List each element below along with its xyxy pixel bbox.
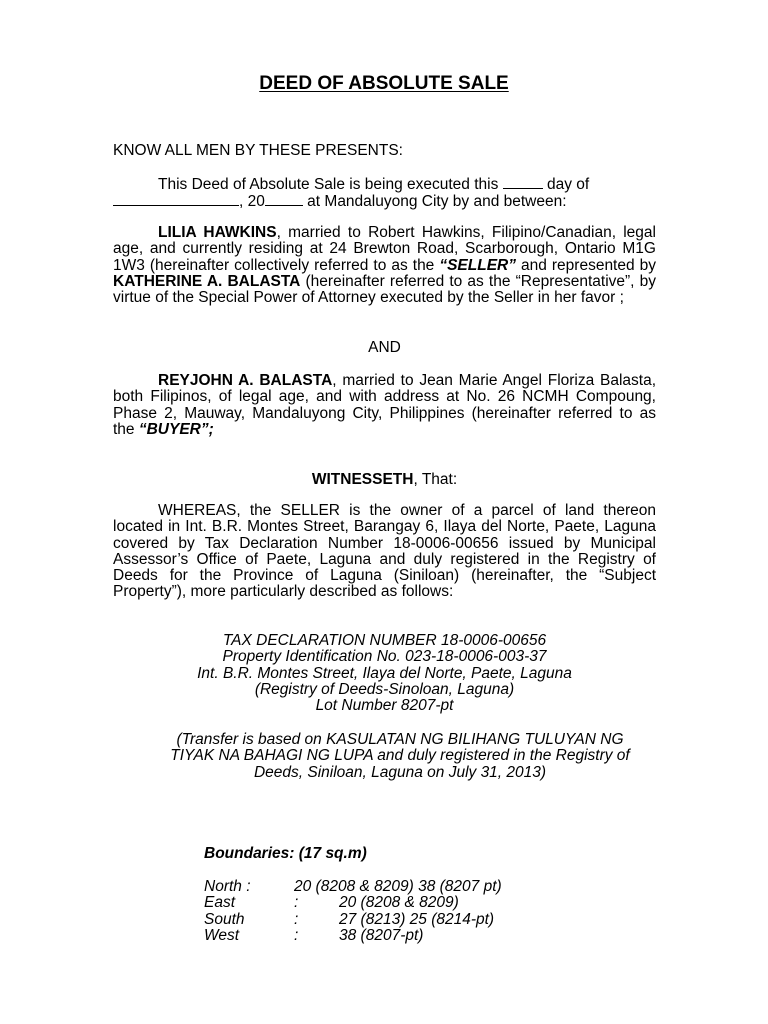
buyer-paragraph: REYJOHN A. BALASTA, married to Jean Marie Angel Floriza Balasta, both Filipinos, of legal age, and with address at No. 26 NCMH Compoung, Phase 2, Mauway, Mandaluyong City, Philippines (hereinafter referred to as the “BUYER”; (113, 372, 657, 438)
seller-role: “SELLER” (439, 256, 516, 274)
and-label: AND (368, 339, 401, 356)
seller-paragraph: LILIA HAWKINS, married to Robert Hawkins, Filipino/Canadian, legal age, and currently residing at 24 Brewton Road, Scarborough, Ontario M1G 1W3 (hereinafter collectively referred to as the “SELLER” and represented by KATHERINE A. BALASTA (hereinafter referred to as the “Representative”, by virtue of the Special Power of Attorney executed by the Seller in her favor ; (113, 224, 656, 307)
representative-name: KATHERINE A. BALASTA (113, 272, 301, 290)
property-id-line: Property Identification No. 023-18-0006-003-37 (222, 648, 547, 666)
buyer-name: REYJOHN A. BALASTA (158, 372, 333, 389)
buyer-role: “BUYER”; (138, 420, 214, 438)
whereas-paragraph: WHEREAS, the SELLER is the owner of a parcel of land thereon located in Int. B.R. Montes Street, Barangay 6, Ilaya del Norte, Paete, Laguna covered by Tax Declaration Number 18-0006-00656 issued by Municipal Assessor’s Office of Paete, Laguna and duly registered in the Registry of Deeds for the Province of Laguna (Siniloan) (hereinafter, the “Subject Property”), more particularly described as follows: (113, 502, 656, 601)
intro-line: KNOW ALL MEN BY THESE PRESENTS: (113, 142, 403, 159)
lot-number-line: Lot Number 8207-pt (315, 697, 454, 715)
document-title: DEED OF ABSOLUTE SALE (259, 73, 509, 94)
seller-name: LILIA HAWKINS (158, 224, 277, 241)
boundaries-table (204, 879, 624, 944)
witnesseth-heading: WITNESSETH, That: (311, 471, 458, 488)
address-line: Int. B.R. Montes Street, Ilaya del Norte, Paete, Laguna (197, 664, 572, 682)
boundary-row: North : 20 (8208 & 8209) 38 (8207 pt) (204, 878, 502, 895)
registry-line: (Registry of Deeds-Sinoloan, Laguna) (254, 680, 515, 698)
boundary-row: East : 20 (8208 & 8209) (204, 894, 459, 912)
boundary-row: South : 27 (8213) 25 (8214-pt) (204, 910, 495, 928)
property-description (113, 633, 656, 714)
month-blank (113, 193, 239, 206)
transfer-note: (Transfer is based on KASULATAN NG BILIHANG TULUYAN NG TIYAK NA BAHAGI NG LUPA and duly registered in the Registry of Deeds, Siniloan, Laguna on July 31, 2013) (170, 731, 630, 781)
day-blank (503, 176, 543, 189)
boundary-row: West : 38 (8207-pt) (204, 926, 424, 944)
year-blank (265, 193, 303, 206)
tax-declaration-line: TAX DECLARATION NUMBER 18-0006-00656 (222, 632, 547, 649)
execution-paragraph: This Deed of Absolute Sale is being executed this day of , 20 at Mandaluyong City by and between: (113, 176, 656, 211)
boundaries-heading: Boundaries: (17 sq.m) (204, 845, 367, 862)
